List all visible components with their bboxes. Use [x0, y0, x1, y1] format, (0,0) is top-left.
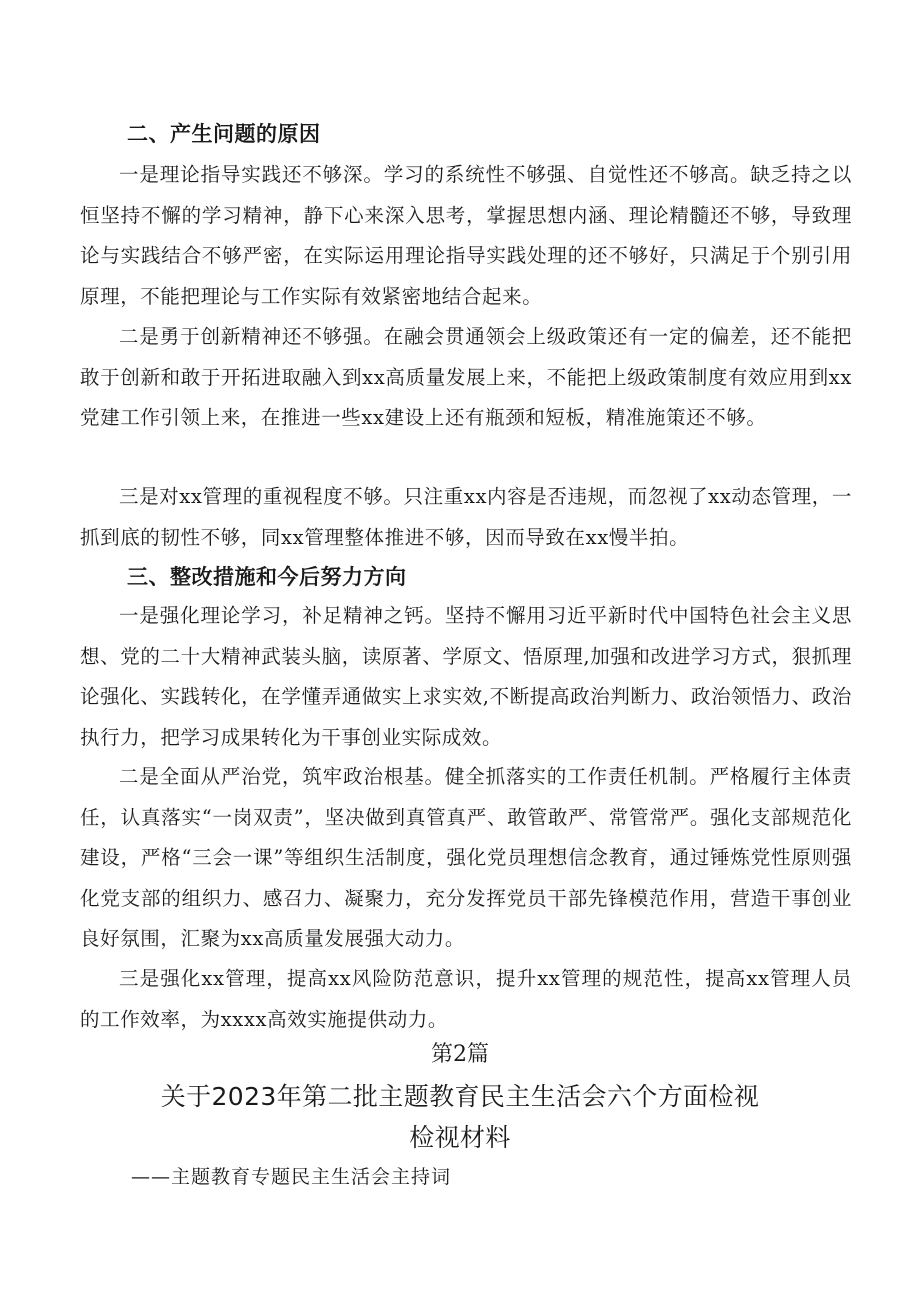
paragraph-cause-3: 三是对xx管理的重视程度不够。只注重xx内容是否违规，而忽视了xx动态管理，一抓到底的韧性不够，同xx管理整体推进不够，因而导致在xx慢半拍。: [80, 485, 852, 549]
document-subtitle: ——主题教育专题民主生活会主持词: [131, 1166, 452, 1188]
paragraph-measure-1: 一是强化理论学习，补足精神之钙。坚持不懈用习近平新时代中国特色社会主义思想、党的二十大精神武装头脑，读原著、学原文、悟原理,加强和改进学习方式，狠抓理论强化、实践转化，在学懂弄通做实上求实效,不断提高政治判断力、政治领悟力、政治执行力，把学习成果转化为干事创业实际成效。: [80, 604, 852, 749]
paragraph-measure-2: 二是全面从严治党，筑牢政治根基。健全抓落实的工作责任机制。严格履行主体责任，认真落实“一岗双责”，坚决做到真管真严、敢管敢严、常管常严。强化支部规范化建设，严格“三会一课”等组织生活制度，强化党员理想信念教育，通过锤炼党性原则强化党支部的组织力、感召力、凝聚力，充分发挥党员干部先锋模范作用，营造干事创业良好氛围，汇聚为xx高质量发展强大动力。: [80, 765, 852, 950]
paragraph-cause-1: 一是理论指导实践还不够深。学习的系统性不够强、自觉性还不够高。缺乏持之以恒坚持不懈的学习精神，静下心来深入思考，掌握思想内涵、理论精髓还不够，导致理论与实践结合不够严密，在实际运用理论指导实践处理的还不够好，只满足于个别引用原理，不能把理论与工作实际有效紧密地结合起来。: [80, 163, 852, 308]
section-heading-causes: 二、产生问题的原因: [127, 122, 321, 146]
section-heading-measures: 三、整改措施和今后努力方向: [127, 565, 407, 589]
part-number: 第2篇: [431, 1042, 489, 1067]
paragraph-measure-3: 三是强化xx管理，提高xx风险防范意识，提升xx管理的规范性，提高xx管理人员的工作效率，为xxxx高效实施提供动力。: [80, 967, 852, 1031]
document-title-line-2: 检视材料: [409, 1123, 511, 1152]
paragraph-cause-2: 二是勇于创新精神还不够强。在融会贯通领会上级政策还有一定的偏差，还不能把敢于创新和敢于开拓进取融入到xx高质量发展上来，不能把上级政策制度有效应用到xx党建工作引领上来，在推进一些xx建设上还有瓶颈和短板，精准施策还不够。: [80, 325, 852, 429]
document-title-line-1: 关于2023年第二批主题教育民主生活会六个方面检视: [160, 1082, 760, 1111]
